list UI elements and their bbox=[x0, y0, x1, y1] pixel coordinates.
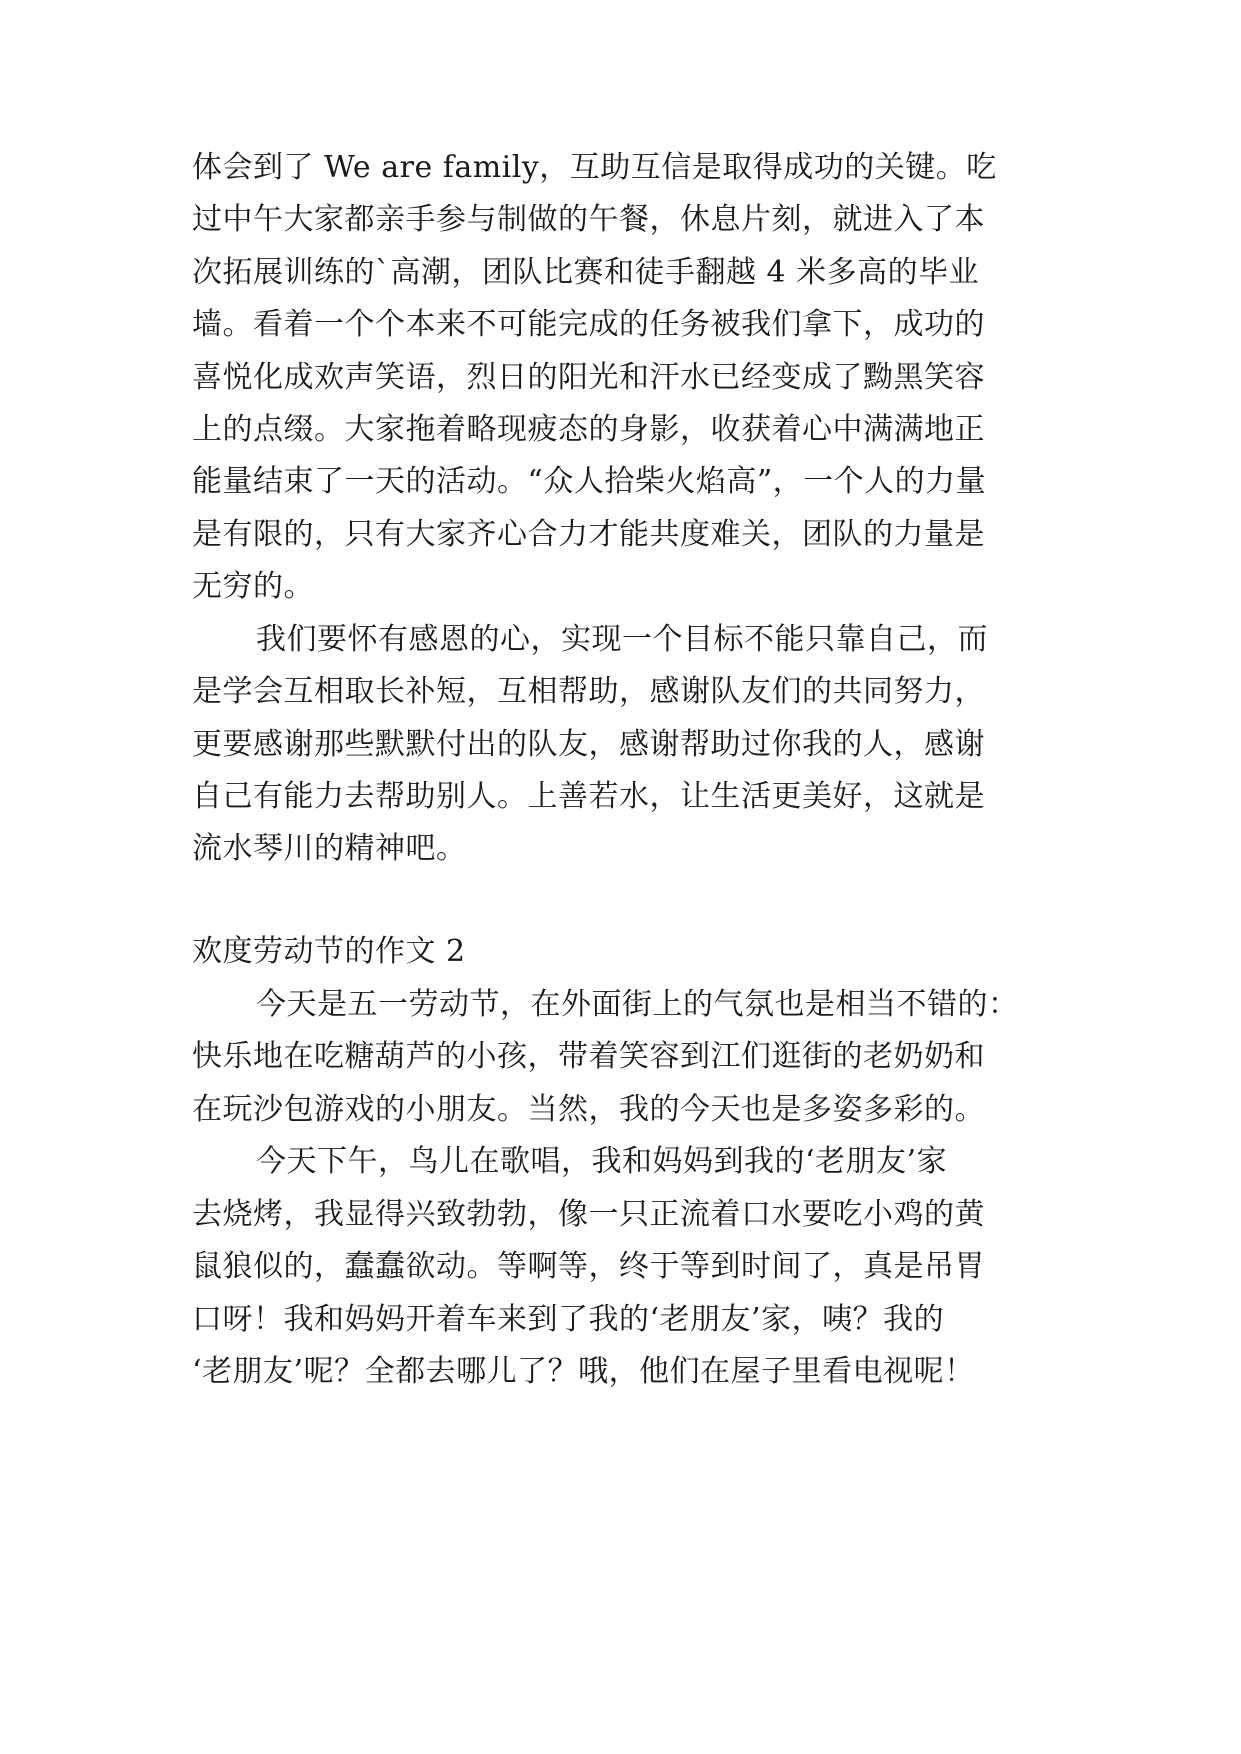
paragraph-line: 次拓展训练的`高潮，团队比赛和徒手翻越 4 米多高的毕业 bbox=[192, 255, 980, 290]
paragraph-line: 自己有能力去帮助别人。上善若水，让生活更美好，这就是 bbox=[192, 779, 985, 814]
paragraph-line: 体会到了 We are family，互助互信是取得成功的关键。吃 bbox=[192, 150, 997, 185]
paragraph-line: 口呀！我和妈妈开着车来到了我的‘老朋友’家，咦？我的 bbox=[192, 1302, 945, 1337]
paragraph-line: 是有限的，只有大家齐心合力才能共度难关，团队的力量是 bbox=[192, 517, 985, 552]
paragraph-line: 能量结束了一天的活动。“众人拾柴火焰高”，一个人的力量 bbox=[192, 464, 987, 499]
section-title: 欢度劳动节的作文 2 bbox=[192, 934, 466, 969]
paragraph-line: 今天下午，鸟儿在歌唱，我和妈妈到我的‘老朋友’家 bbox=[256, 1144, 948, 1179]
paragraph-line: 更要感谢那些默默付出的队友，感谢帮助过你我的人，感谢 bbox=[192, 727, 985, 762]
paragraph-line: 在玩沙包游戏的小朋友。当然，我的今天也是多姿多彩的。 bbox=[192, 1092, 985, 1127]
paragraph-line: 喜悦化成欢声笑语，烈日的阳光和汗水已经变成了黝黑笑容 bbox=[192, 360, 985, 395]
paragraph-line: 墙。看着一个个本来不可能完成的任务被我们拿下，成功的 bbox=[192, 307, 985, 342]
paragraph-line: ‘老朋友’呢？全都去哪儿了？哦，他们在屋子里看电视呢！ bbox=[192, 1354, 975, 1389]
paragraph-line: 上的点缀。大家拖着略现疲态的身影，收获着心中满满地正 bbox=[192, 412, 985, 447]
paragraph-line: 鼠狼似的，蠢蠢欲动。等啊等，终于等到时间了，真是吊胃 bbox=[192, 1249, 985, 1284]
paragraph-line: 今天是五一劳动节，在外面街上的气氛也是相当不错的： bbox=[256, 987, 1019, 1022]
paragraph-line: 是学会互相取长补短，互相帮助，感谢队友们的共同努力， bbox=[192, 674, 985, 709]
paragraph-line: 快乐地在吃糖葫芦的小孩，带着笑容到江们逛街的老奶奶和 bbox=[192, 1039, 985, 1074]
paragraph-line: 我们要怀有感恩的心，实现一个目标不能只靠自己，而 bbox=[256, 622, 988, 657]
paragraph-line: 过中午大家都亲手参与制做的午餐，休息片刻，就进入了本 bbox=[192, 202, 985, 237]
paragraph-line: 去烧烤，我显得兴致勃勃，像一只正流着口水要吃小鸡的黄 bbox=[192, 1197, 985, 1232]
paragraph-line: 无穷的。 bbox=[192, 569, 314, 604]
paragraph-line: 流水琴川的精神吧。 bbox=[192, 831, 467, 866]
